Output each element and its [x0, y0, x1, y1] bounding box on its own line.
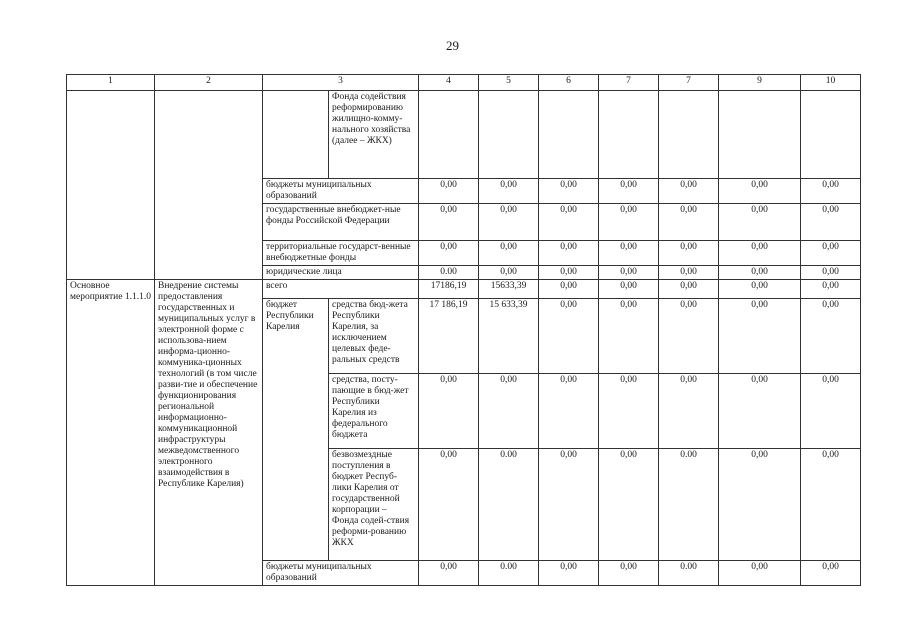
value-cell: 0,00	[801, 280, 861, 299]
column-header: 1	[67, 75, 155, 91]
column-header: 7	[659, 75, 719, 91]
column-header: 2	[155, 75, 263, 91]
value-cell: 0,00	[719, 241, 801, 266]
value-cell: 0,00	[659, 374, 719, 449]
column-header: 3	[263, 75, 419, 91]
empty-cell	[263, 91, 329, 179]
value-cell: 0,00	[719, 266, 801, 280]
budget-table	[66, 74, 861, 586]
value-cell: 0,00	[659, 280, 719, 299]
value-cell: 0,00	[719, 374, 801, 449]
value-cell: 0,00	[419, 561, 479, 586]
value-cell: 0,00	[659, 241, 719, 266]
value-cell: 0,00	[539, 179, 599, 204]
source-sublabel: безвозмездные поступления в бюджет Респуб-лики Карелия от государственной корпорации – Фонда содей-ствия реформи-рованию ЖКХ	[329, 449, 419, 561]
value-cell: 0,00	[719, 561, 801, 586]
value-cell: 0,00	[599, 449, 659, 561]
value-cell: 0,00	[419, 179, 479, 204]
value-cell: 0,00	[801, 374, 861, 449]
column-header: 7	[599, 75, 659, 91]
value-cell: 0.00	[479, 449, 539, 561]
value-cell: 0,00	[419, 374, 479, 449]
value-cell: 0,00	[719, 299, 801, 374]
value-cell: 0,00	[479, 204, 539, 241]
value-cell: 0,00	[659, 266, 719, 280]
table-row	[67, 91, 861, 179]
value-cell: 15633,39	[479, 280, 539, 299]
value-cell: 0,00	[539, 299, 599, 374]
value-cell: 0.00	[479, 561, 539, 586]
value-cell: 0,00	[599, 241, 659, 266]
value-cell: 17 186,19	[419, 299, 479, 374]
header-row	[67, 75, 861, 91]
source-label: бюджеты муниципальных образований	[263, 179, 419, 204]
value-cell: 0,00	[479, 179, 539, 204]
source-label: государственные внебюджет-ные фонды Российской Федерации	[263, 204, 419, 241]
source-sublabel: средства, посту-пающие в бюд-жет Республики Карелия из федерального бюджета	[329, 374, 419, 449]
column-header: 6	[539, 75, 599, 91]
value-cell: 0,00	[801, 241, 861, 266]
source-label: территориальные государст-венные внебюджетные фонды	[263, 241, 419, 266]
column-header: 9	[719, 75, 801, 91]
empty-cell	[155, 91, 263, 280]
value-cell: 0,00	[539, 561, 599, 586]
value-cell: 0,00	[599, 280, 659, 299]
source-label: Фонда содействия реформированию жилищно-комму-нального хозяйства (далее – ЖКХ)	[329, 91, 419, 179]
value-cell: 0,00	[801, 449, 861, 561]
value-cell: 0.00	[419, 266, 479, 280]
value-cell: 0,00	[719, 449, 801, 561]
value-cell: 0,00	[479, 266, 539, 280]
column-header: 10	[801, 75, 861, 91]
source-label: юридические лица	[263, 266, 419, 280]
value-cell: 0,00	[659, 299, 719, 374]
value-cell: 0,00	[801, 179, 861, 204]
value-cell: 0,00	[479, 241, 539, 266]
value-cell: 0,00	[539, 241, 599, 266]
value-cell: 0,00	[419, 241, 479, 266]
source-label: бюджет Республики Карелия	[263, 299, 329, 561]
table-row	[67, 280, 861, 299]
value-cell: 0,00	[599, 299, 659, 374]
value-cell: 17186,19	[419, 280, 479, 299]
value-cell: 0,00	[599, 561, 659, 586]
empty-cell	[67, 91, 155, 280]
value-cell: 0,00	[419, 204, 479, 241]
measure-title: Основное мероприятие 1.1.1.0	[67, 280, 155, 586]
value-cell: 0,00	[599, 179, 659, 204]
value-cell: 0,00	[539, 266, 599, 280]
value-cell: 0,00	[599, 204, 659, 241]
value-cell: 15 633,39	[479, 299, 539, 374]
value-cell: 0.00	[659, 561, 719, 586]
value-cell: 0,00	[801, 561, 861, 586]
value-cell: 0,00	[599, 374, 659, 449]
value-cell: 0,00	[539, 204, 599, 241]
value-cell: 0,00	[479, 374, 539, 449]
page-number: 29	[446, 38, 459, 53]
column-header: 4	[419, 75, 479, 91]
source-sublabel: средства бюд-жета Республики Карелия, за исключением целевых феде-ральных средств	[329, 299, 419, 374]
source-label: всего	[263, 280, 419, 299]
value-cell: 0,00	[801, 299, 861, 374]
value-cell: 0.00	[659, 449, 719, 561]
value-cell: 0,00	[419, 449, 479, 561]
measure-description: Внедрение системы предоставления государственных и муниципальных услуг в электронной форме с использова-нием информа-ционно-коммуника-ционных технологий (в том числе разви-тие и обеспечение функционирования региональной информационно-коммуникационной инфраструктуры межведомственного электронного взаимодействия в Республике Карелия)	[155, 280, 263, 586]
value-cell: 0,00	[539, 374, 599, 449]
value-cell: 0,00	[801, 204, 861, 241]
value-cell: 0,00	[719, 204, 801, 241]
column-header: 5	[479, 75, 539, 91]
source-label: бюджеты муниципальных образований	[263, 561, 419, 586]
value-cell: 0,00	[659, 179, 719, 204]
value-cell: 0,00	[539, 280, 599, 299]
value-cell: 0,00	[659, 204, 719, 241]
value-cell: 0,00	[719, 179, 801, 204]
value-cell: 0,00	[539, 449, 599, 561]
value-cell: 0,00	[801, 266, 861, 280]
value-cell: 0,00	[599, 266, 659, 280]
value-cell: 0,00	[719, 280, 801, 299]
